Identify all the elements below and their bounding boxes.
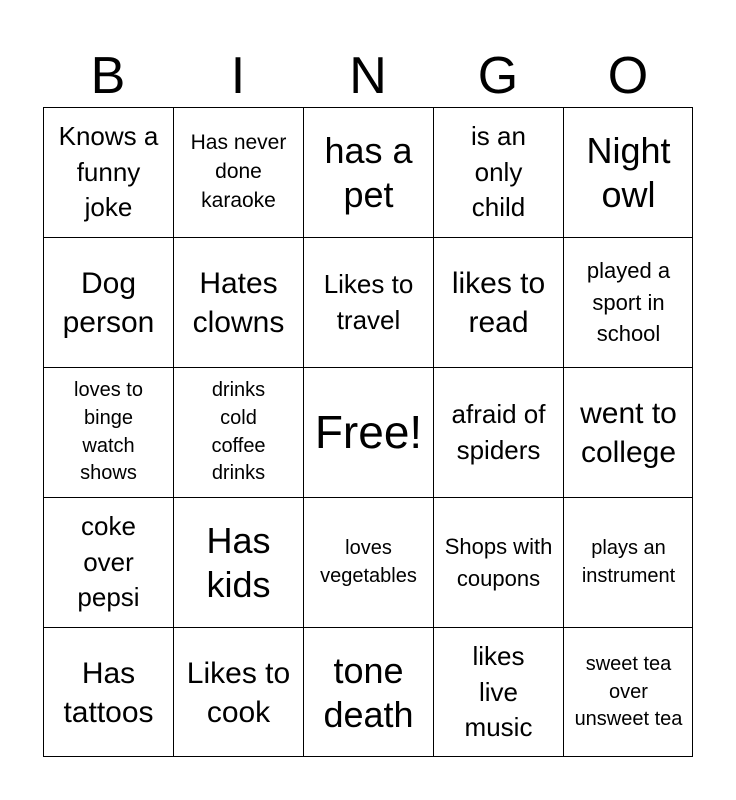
cell-text: is an only child — [471, 120, 526, 223]
bingo-cell[interactable] — [303, 497, 433, 627]
bingo-cell[interactable] — [563, 497, 693, 627]
cell-text: went to college — [580, 396, 677, 469]
bingo-cell[interactable] — [433, 367, 563, 497]
header-letter-g: G — [477, 47, 519, 105]
bingo-cell[interactable] — [303, 237, 433, 367]
cell-text: Has never done karaoke — [190, 131, 287, 212]
bingo-cell[interactable] — [303, 107, 433, 237]
cell-text: likes live music — [464, 640, 533, 743]
cell-text: played a sport in school — [586, 257, 671, 347]
cell-text: Has tattoos — [63, 656, 154, 729]
cell-text: Has kids — [206, 520, 271, 605]
bingo-cell[interactable] — [43, 627, 173, 757]
bingo-cell[interactable] — [563, 367, 693, 497]
bingo-cell[interactable] — [173, 497, 303, 627]
bingo-cell[interactable] — [303, 367, 433, 497]
header-letter-b: B — [90, 47, 126, 105]
cell-text: Likes to travel — [323, 268, 414, 335]
bingo-cell[interactable] — [563, 107, 693, 237]
bingo-header — [43, 44, 693, 108]
bingo-cell[interactable] — [563, 627, 693, 757]
cell-text: Night owl — [586, 130, 671, 215]
bingo-cell[interactable] — [173, 627, 303, 757]
cell-text: likes to read — [451, 266, 546, 339]
header-letter-i: I — [230, 47, 246, 105]
bingo-cell[interactable] — [173, 367, 303, 497]
cell-text: Knows a funny joke — [58, 120, 159, 223]
cell-text: plays an instrument — [581, 536, 676, 587]
cell-text: Shops with coupons — [444, 533, 553, 591]
cell-text: sweet tea over unsweet tea — [574, 653, 683, 731]
bingo-cell[interactable] — [563, 237, 693, 367]
header-letter-n: N — [349, 47, 387, 105]
cell-text: coke over pepsi — [77, 510, 140, 613]
cell-text: Dog person — [62, 266, 155, 339]
bingo-cell[interactable] — [303, 627, 433, 757]
cell-text: drinks cold coffee drinks — [211, 379, 266, 485]
bingo-cell[interactable] — [433, 627, 563, 757]
bingo-cell[interactable] — [43, 107, 173, 237]
header-letter-o: O — [607, 47, 649, 105]
cell-text: tone death — [323, 650, 414, 735]
bingo-cell[interactable] — [173, 107, 303, 237]
cell-text: afraid of spiders — [451, 398, 546, 465]
cell-text: has a pet — [324, 130, 413, 215]
cell-text: Likes to cook — [186, 656, 291, 729]
bingo-board — [43, 107, 693, 757]
cell-text: loves to binge watch shows — [74, 379, 143, 485]
bingo-cell[interactable] — [43, 237, 173, 367]
bingo-cell[interactable] — [173, 237, 303, 367]
bingo-cell[interactable] — [43, 497, 173, 627]
bingo-cell[interactable] — [433, 237, 563, 367]
bingo-cell[interactable] — [433, 107, 563, 237]
cell-text: Hates clowns — [192, 266, 285, 339]
cell-text: Free! — [314, 406, 423, 459]
cell-text: loves vegetables — [320, 536, 417, 587]
bingo-cell[interactable] — [433, 497, 563, 627]
bingo-cell[interactable] — [43, 367, 173, 497]
